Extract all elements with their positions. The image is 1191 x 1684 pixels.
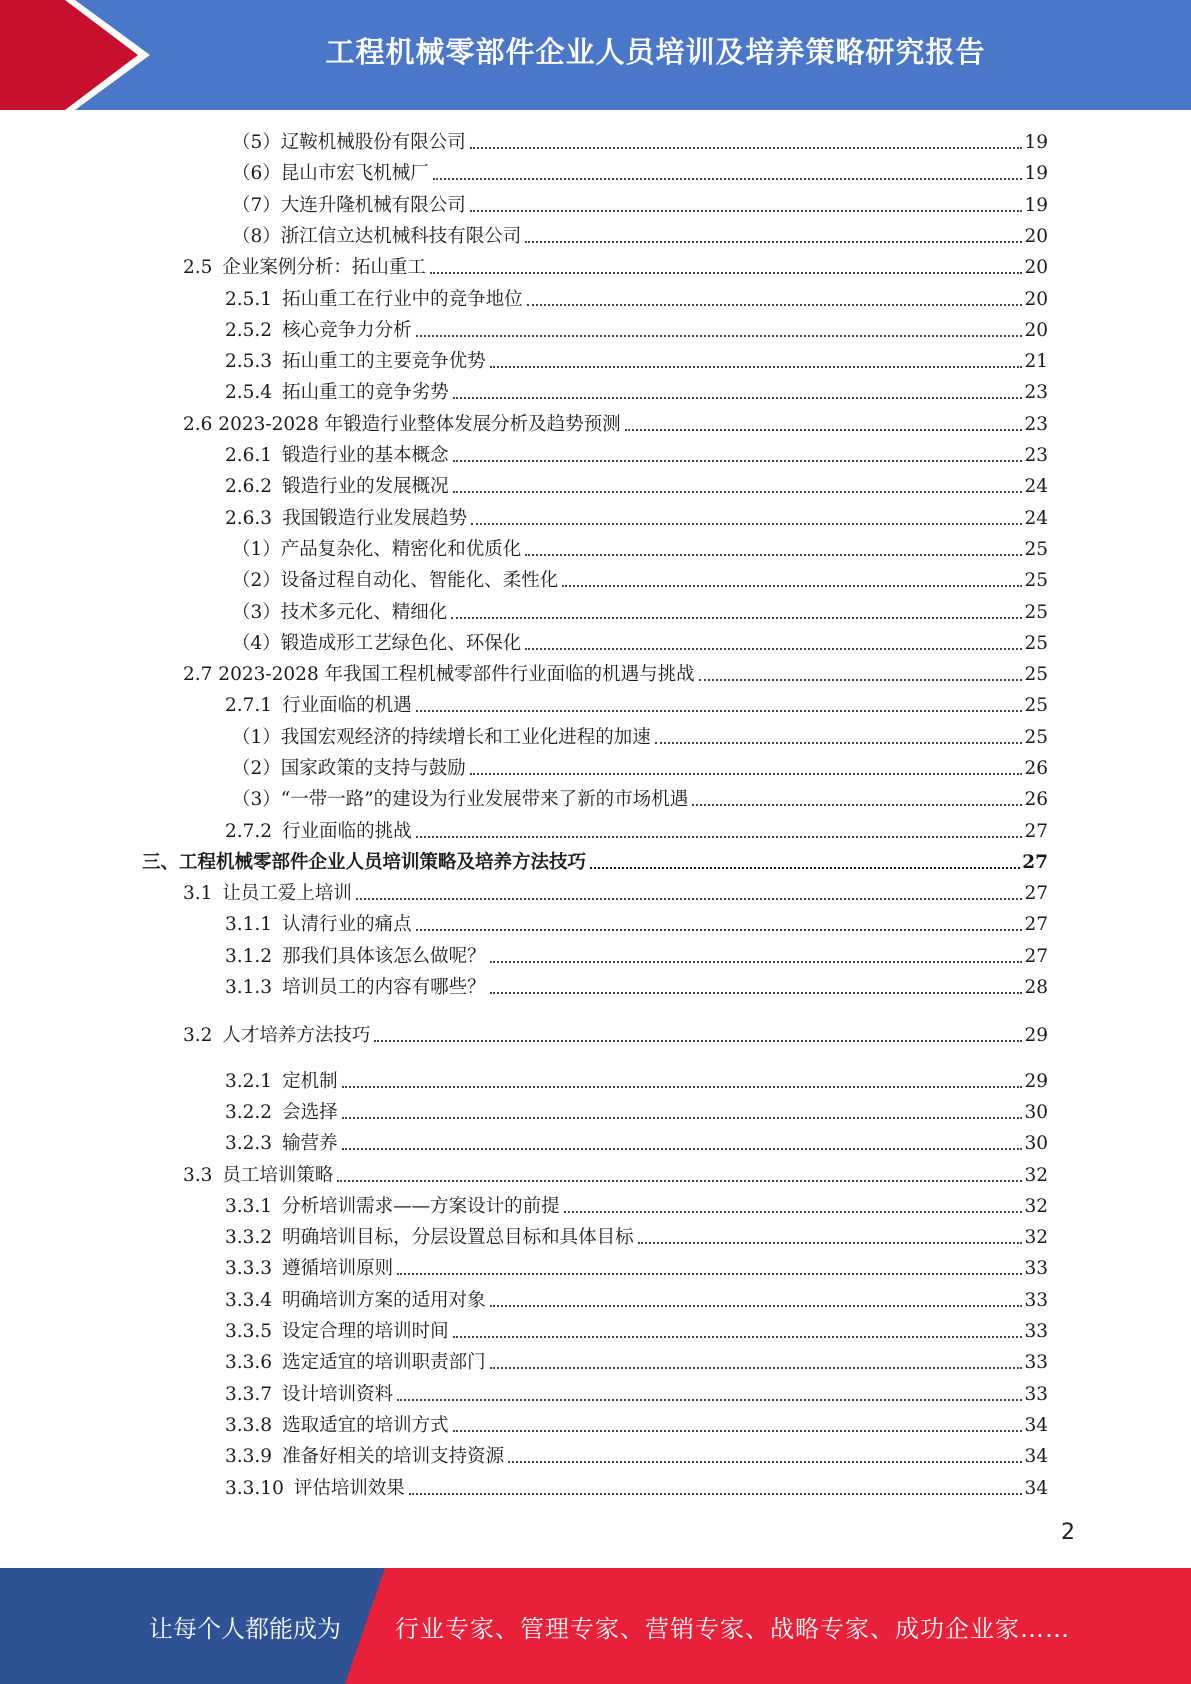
toc-dot-leader [342, 1147, 1023, 1150]
toc-entry[interactable] [183, 878, 1048, 906]
toc-entry-label: 让员工爱上培训 [222, 883, 352, 904]
toc-dot-leader [374, 1039, 1022, 1042]
toc-entry[interactable] [232, 597, 1048, 625]
toc-entry-number: 2.5 [183, 257, 213, 278]
toc-entry[interactable] [225, 1316, 1048, 1344]
toc-entry[interactable] [225, 690, 1048, 718]
toc-entry[interactable] [225, 1410, 1048, 1438]
toc-entry-number: 3.1.3 [225, 977, 273, 998]
toc-entry-number: 2.7.1 [225, 695, 273, 716]
toc-entry-label: 评估培训效果 [293, 1478, 405, 1499]
toc-entry-page: 34 [1024, 1446, 1048, 1467]
toc-entry[interactable] [225, 1097, 1048, 1125]
toc-entry-label: 2.6 2023-2028 年锻造行业整体发展分析及趋势预测 [183, 414, 621, 435]
toc-dot-leader [564, 1210, 1023, 1213]
toc-entry[interactable] [225, 284, 1048, 312]
toc-dot-leader [433, 177, 1023, 180]
toc-entry[interactable] [225, 346, 1048, 374]
toc-dot-leader [416, 928, 1023, 931]
toc-dot-leader [453, 1429, 1023, 1432]
toc-dot-leader [525, 240, 1022, 243]
toc-entry-label: 设定合理的培训时间 [282, 1321, 449, 1342]
toc-entry-label: 分析培训需求——方案设计的前提 [282, 1196, 560, 1217]
toc-entry-label: （8）浙江信立达机械科技有限公司 [232, 226, 522, 247]
toc-dot-leader [430, 271, 1023, 274]
toc-dot-leader [416, 835, 1023, 838]
toc-entry[interactable] [225, 1222, 1048, 1250]
toc-dot-leader [699, 678, 1023, 681]
toc-entry[interactable] [225, 816, 1048, 844]
toc-entry-label: 那我们具体该怎么做呢？ [282, 946, 486, 967]
toc-entry[interactable] [232, 565, 1048, 593]
toc-entry-page: 20 [1024, 257, 1048, 278]
toc-entry-page: 29 [1024, 1071, 1048, 1092]
toc-entry[interactable] [183, 409, 1048, 437]
toc-entry[interactable] [225, 315, 1048, 343]
toc-entry[interactable] [232, 221, 1048, 249]
toc-entry[interactable] [225, 1379, 1048, 1407]
toc-entry-page: 19 [1024, 132, 1048, 153]
toc-entry-label: （5）辽鞍机械股份有限公司 [232, 132, 466, 153]
toc-entry-page: 32 [1024, 1196, 1048, 1217]
toc-entry-page: 23 [1024, 414, 1048, 435]
toc-dot-leader [590, 866, 1020, 869]
toc-dot-leader [490, 1304, 1023, 1307]
toc-entry-label: 我国锻造行业发展趋势 [282, 508, 468, 529]
toc-dot-leader [453, 459, 1023, 462]
toc-dot-leader [470, 146, 1023, 149]
toc-entry-number: 2.5.3 [225, 351, 273, 372]
toc-entry-label: 定机制 [282, 1071, 338, 1092]
toc-dot-leader [490, 365, 1023, 368]
toc-entry-page: 20 [1024, 289, 1048, 310]
toc-dot-leader [470, 772, 1023, 775]
toc-entry-number: 3.2 [183, 1025, 213, 1046]
toc-entry-page: 27 [1024, 946, 1048, 967]
toc-entry[interactable] [232, 534, 1048, 562]
toc-entry-page: 20 [1024, 320, 1048, 341]
toc-entry-page: 33 [1024, 1384, 1048, 1405]
toc-entry[interactable] [225, 1441, 1048, 1469]
toc-entry-page: 27 [1024, 883, 1048, 904]
report-title: 工程机械零部件企业人员培训及培养策略研究报告 [325, 34, 986, 69]
toc-dot-leader [356, 897, 1023, 900]
toc-dot-leader [453, 1335, 1023, 1338]
toc-dot-leader [342, 1116, 1023, 1119]
toc-dot-leader [397, 1272, 1022, 1275]
toc-entry-page: 25 [1024, 695, 1048, 716]
toc-entry-page: 33 [1024, 1321, 1048, 1342]
toc-entry-number: 3.3.10 [225, 1478, 284, 1499]
toc-entry-page: 25 [1024, 539, 1048, 560]
toc-entry-page: 20 [1024, 226, 1048, 247]
toc-entry-number: 3.3.6 [225, 1352, 273, 1373]
toc-dot-leader [453, 396, 1023, 399]
toc-entry-number: 3.3.7 [225, 1384, 273, 1405]
toc-dot-leader [490, 960, 1023, 963]
toc-entry-label: 企业案例分析：拓山重工 [222, 257, 426, 278]
toc-dot-leader [638, 1241, 1023, 1244]
toc-entry[interactable] [232, 722, 1048, 750]
toc-dot-leader [342, 1085, 1023, 1088]
toc-entry[interactable] [225, 941, 1048, 969]
toc-entry-label: 人才培养方法技巧 [222, 1025, 371, 1046]
toc-entry-number: 3.3.4 [225, 1290, 273, 1311]
toc-entry[interactable] [225, 471, 1048, 499]
toc-entry-label: （6）昆山市宏飞机械厂 [232, 163, 429, 184]
toc-dot-leader [451, 616, 1022, 619]
toc-entry-number: 3.2.3 [225, 1133, 273, 1154]
toc-dot-leader [655, 741, 1023, 744]
toc-entry-label: 行业面临的机遇 [282, 695, 412, 716]
toc-entry-page: 23 [1024, 382, 1048, 403]
toc-dot-leader [527, 303, 1023, 306]
toc-dot-leader [508, 1460, 1022, 1463]
toc-entry-page: 25 [1024, 727, 1048, 748]
toc-entry-label: 会选择 [282, 1102, 338, 1123]
toc-entry[interactable] [225, 1066, 1048, 1094]
toc-entry-page: 25 [1024, 664, 1048, 685]
toc-entry-page: 27 [1024, 821, 1048, 842]
toc-entry-page: 25 [1024, 570, 1048, 591]
toc-entry[interactable] [225, 440, 1048, 468]
toc-entry[interactable] [183, 1160, 1048, 1188]
toc-entry[interactable] [225, 1347, 1048, 1375]
toc-dot-leader [416, 709, 1023, 712]
toc-entry[interactable] [232, 190, 1048, 218]
toc-entry-label: 明确培训方案的适用对象 [282, 1290, 486, 1311]
toc-entry-label: 选定适宜的培训职责部门 [282, 1352, 486, 1373]
toc-entry[interactable] [232, 628, 1048, 656]
page-number: 2 [1061, 1520, 1075, 1545]
toc-entry-label: 明确培训目标，分层设置总目标和具体目标 [282, 1227, 634, 1248]
toc-entry[interactable] [225, 1191, 1048, 1219]
page-footer [0, 1568, 1191, 1684]
toc-entry-label: 锻造行业的基本概念 [282, 445, 449, 466]
toc-entry-page: 32 [1024, 1165, 1048, 1186]
toc-entry-number: 3.3.5 [225, 1321, 273, 1342]
toc-entry[interactable] [232, 127, 1048, 155]
toc-entry[interactable] [183, 659, 1048, 687]
toc-entry[interactable] [225, 1128, 1048, 1156]
toc-entry-number: 3.1.2 [225, 946, 273, 967]
toc-entry-page: 33 [1024, 1352, 1048, 1373]
toc-entry-label: 遵循培训原则 [282, 1258, 394, 1279]
toc-entry-page: 19 [1024, 195, 1048, 216]
toc-entry-label: 行业面临的挑战 [282, 821, 412, 842]
toc-entry-page: 34 [1024, 1415, 1048, 1436]
toc-entry-label: 准备好相关的培训支持资源 [282, 1446, 505, 1467]
toc-entry[interactable] [225, 1253, 1048, 1281]
toc-entry-page: 27 [1024, 914, 1048, 935]
toc-entry-number: 2.6.1 [225, 445, 273, 466]
toc-entry-label: （3）“一带一路”的建设为行业发展带来了新的市场机遇 [232, 789, 689, 810]
toc-entry-page: 21 [1024, 351, 1048, 372]
toc-entry-label: （2）国家政策的支持与鼓励 [232, 758, 466, 779]
toc-entry-number: 2.7.2 [225, 821, 273, 842]
toc-entry-label: （7）大连升隆机械有限公司 [232, 195, 466, 216]
toc-entry-page: 34 [1024, 1478, 1048, 1499]
toc-entry-number: 3.3.2 [225, 1227, 273, 1248]
toc-entry-page: 25 [1024, 633, 1048, 654]
toc-entry-number: 2.6.3 [225, 508, 273, 529]
toc-entry[interactable] [225, 909, 1048, 937]
footer-slogan-right: 行业专家、管理专家、营销专家、战略专家、成功企业家…… [395, 1614, 1070, 1643]
toc-entry-label: （2）设备过程自动化、智能化、柔性化 [232, 570, 559, 591]
toc-entry[interactable] [225, 1285, 1048, 1313]
toc-entry-label: 拓山重工的竞争劣势 [282, 382, 449, 403]
toc-entry-label: 员工培训策略 [222, 1165, 334, 1186]
toc-dot-leader [337, 1179, 1022, 1182]
toc-entry-page: 25 [1024, 602, 1048, 623]
toc-entry-number: 3.2.1 [225, 1071, 273, 1092]
toc-entry-page: 28 [1024, 977, 1048, 998]
toc-dot-leader [562, 584, 1022, 587]
toc-entry-number: 2.5.4 [225, 382, 273, 403]
toc-entry-label: 输营养 [282, 1133, 338, 1154]
toc-entry[interactable] [142, 847, 1048, 875]
toc-entry-number: 3.2.2 [225, 1102, 273, 1123]
toc-entry[interactable] [225, 972, 1048, 1000]
toc-entry-number: 3.3.8 [225, 1415, 273, 1436]
toc-dot-leader [525, 647, 1022, 650]
toc-entry-page: 32 [1024, 1227, 1048, 1248]
toc-entry-label: 拓山重工的主要竞争优势 [282, 351, 486, 372]
toc-dot-leader [453, 490, 1023, 493]
toc-entry-label: 核心竞争力分析 [282, 320, 412, 341]
toc-entry-number: 3.3 [183, 1165, 213, 1186]
toc-entry-number: 3.1 [183, 883, 213, 904]
toc-entry-number: 2.6.2 [225, 476, 273, 497]
toc-entry-page: 19 [1024, 163, 1048, 184]
toc-entry-label: 选取适宜的培训方式 [282, 1415, 449, 1436]
toc-dot-leader [525, 553, 1022, 556]
toc-dot-leader [470, 209, 1023, 212]
toc-entry-label: 培训员工的内容有哪些？ [282, 977, 486, 998]
toc-entry-number: 2.5.2 [225, 320, 273, 341]
toc-entry[interactable] [183, 252, 1048, 280]
toc-entry-label: 2.7 2023-2028 年我国工程机械零部件行业面临的机遇与挑战 [183, 664, 695, 685]
toc-entry[interactable] [232, 158, 1048, 186]
toc-entry-label: （1）我国宏观经济的持续增长和工业化进程的加速 [232, 727, 651, 748]
toc-dot-leader [397, 1398, 1022, 1401]
toc-entry-number: 3.3.3 [225, 1258, 273, 1279]
toc-dot-leader [490, 1366, 1023, 1369]
toc-entry-page: 23 [1024, 445, 1048, 466]
toc-entry-number: 2.5.1 [225, 289, 273, 310]
toc-dot-leader [490, 991, 1023, 994]
toc-entry-page: 30 [1024, 1102, 1048, 1123]
toc-entry-page: 33 [1024, 1290, 1048, 1311]
toc-entry-label: （4）锻造成形工艺绿色化、环保化 [232, 633, 522, 654]
toc-entry-label: 三、工程机械零部件企业人员培训策略及培养方法技巧 [142, 852, 587, 873]
toc-entry[interactable] [232, 753, 1048, 781]
toc-entry-page: 30 [1024, 1133, 1048, 1154]
toc-entry-label: 认清行业的痛点 [282, 914, 412, 935]
toc-dot-leader [625, 428, 1023, 431]
toc-entry-label: 拓山重工在行业中的竞争地位 [282, 289, 523, 310]
toc-entry-label: （3）技术多元化、精细化 [232, 602, 448, 623]
toc-entry-page: 24 [1024, 508, 1048, 529]
toc-entry[interactable] [225, 1473, 1048, 1501]
toc-entry-page: 24 [1024, 476, 1048, 497]
toc-entry[interactable] [232, 784, 1048, 812]
page-header [0, 0, 1191, 110]
toc-entry-number: 3.3.1 [225, 1196, 273, 1217]
toc-entry-page: 29 [1024, 1025, 1048, 1046]
toc-entry-label: 锻造行业的发展概况 [282, 476, 449, 497]
toc-dot-leader [692, 803, 1022, 806]
toc-entry-page: 33 [1024, 1258, 1048, 1279]
toc-entry-page: 26 [1024, 789, 1048, 810]
toc-entry-page: 27 [1022, 852, 1048, 873]
toc-dot-leader [416, 334, 1023, 337]
toc-entry-label: （1）产品复杂化、精密化和优质化 [232, 539, 522, 560]
toc-entry-number: 3.3.9 [225, 1446, 273, 1467]
toc-entry-label: 设计培训资料 [282, 1384, 394, 1405]
toc-entry-page: 26 [1024, 758, 1048, 779]
toc-entry[interactable] [225, 503, 1048, 531]
toc-dot-leader [409, 1492, 1023, 1495]
toc-entry[interactable] [183, 1020, 1048, 1048]
footer-slogan-left: 让每个人都能成为 [149, 1614, 341, 1643]
toc-dot-leader [471, 522, 1022, 525]
toc-entry-number: 3.1.1 [225, 914, 273, 935]
toc-entry[interactable] [225, 377, 1048, 405]
